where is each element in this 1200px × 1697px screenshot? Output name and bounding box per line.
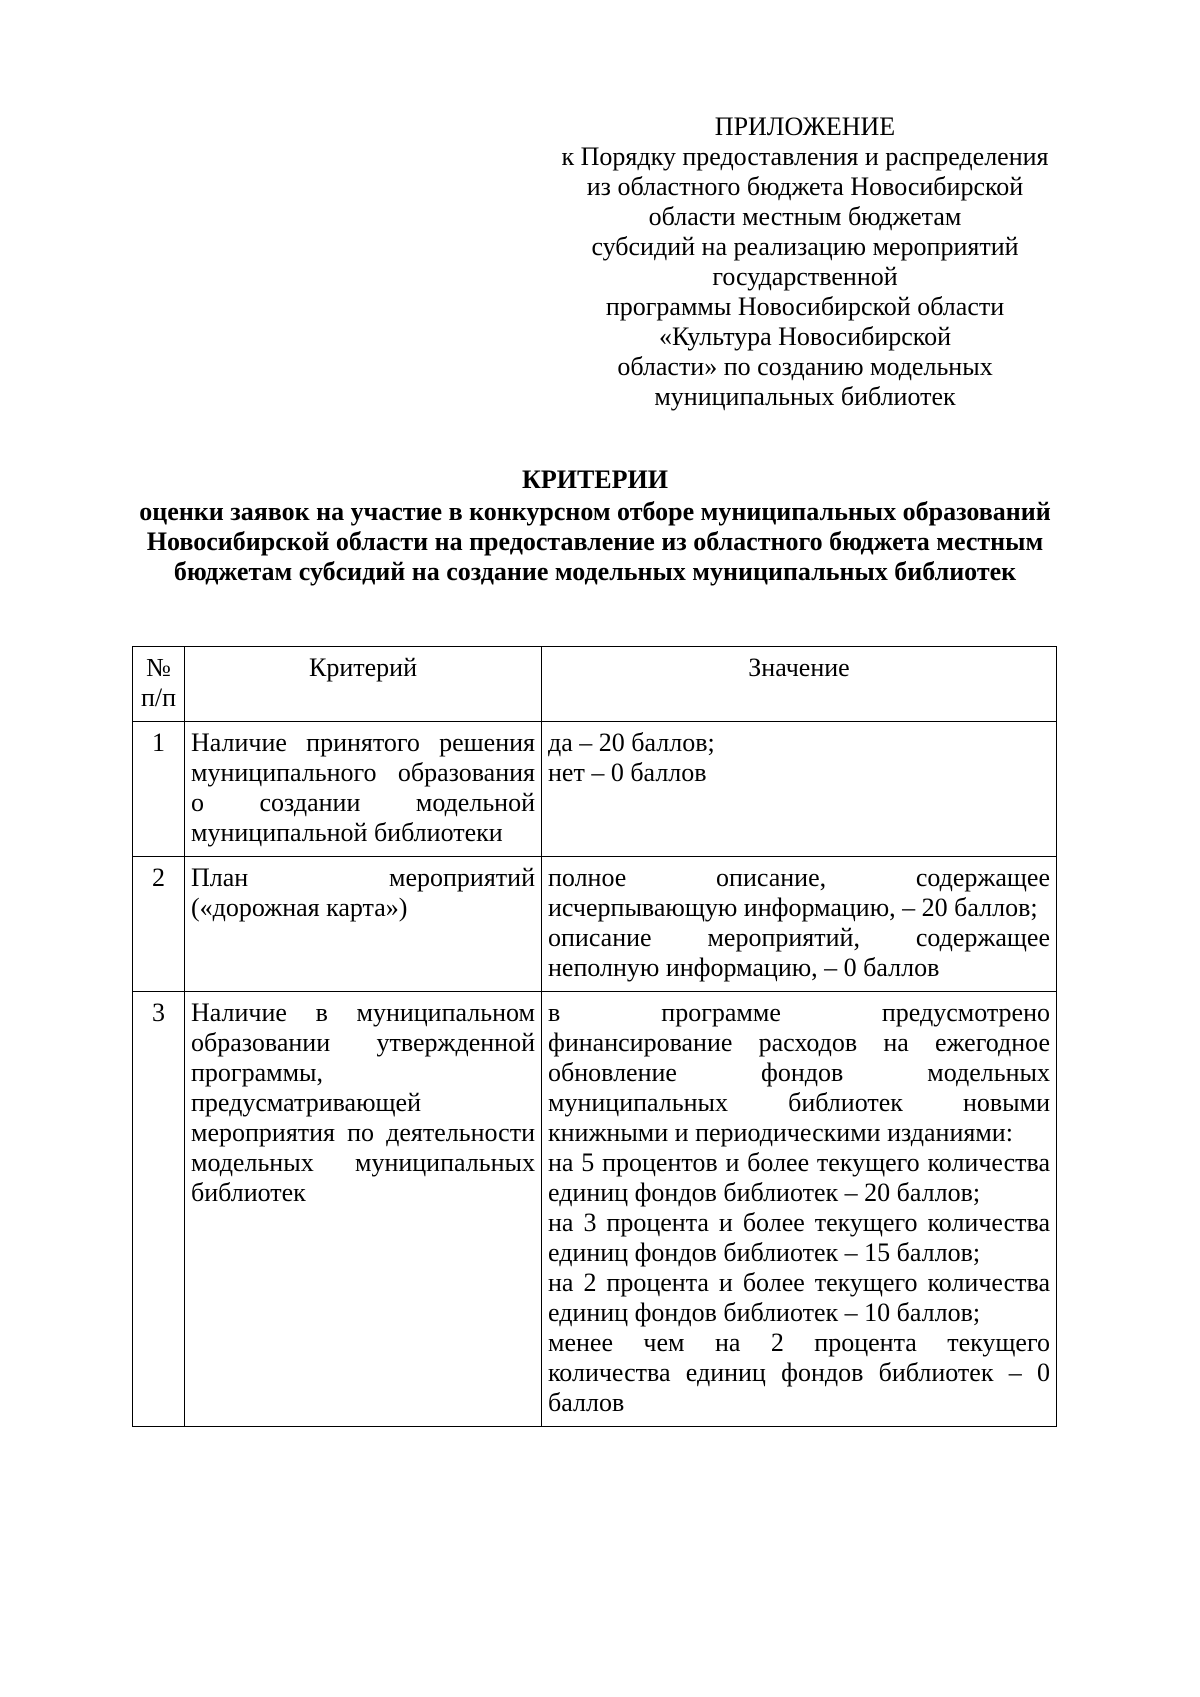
table-row [133, 992, 1057, 1427]
row-value [542, 722, 1057, 857]
value-line: на 2 процента и более текущего количества единиц фондов библиотек – 10 баллов; [548, 1268, 1050, 1327]
appendix-line: области местным бюджетам [648, 202, 962, 231]
table-row [133, 857, 1057, 992]
row-criterion: Наличие принятого решения муниципального образования о создании модельной муниципальной библиотеки [185, 722, 542, 857]
row-number: 3 [133, 992, 185, 1427]
value-line: полное описание, содержащее исчерпывающую информацию, – 20 баллов; [548, 863, 1050, 922]
row-value [542, 857, 1057, 992]
value-line: менее чем на 2 процента текущего количества единиц фондов библиотек – 0 баллов [548, 1328, 1050, 1417]
row-criterion: Наличие в муниципальном образовании утвержденной программы, предусматривающей мероприятия по деятельности модельных муниципальных библиотек [185, 992, 542, 1427]
appendix-line: области» по созданию модельных [617, 352, 993, 381]
heading-subtitle-line: оценки заявок на участие в конкурсном отборе муниципальных образований [139, 497, 1051, 526]
appendix-line: субсидий на реализацию мероприятий [591, 232, 1019, 261]
value-line: нет – 0 баллов [548, 758, 707, 787]
appendix-block [560, 112, 1050, 412]
appendix-line: муниципальных библиотек [654, 382, 956, 411]
heading-subtitle-line: бюджетам субсидий на создание модельных муниципальных библиотек [173, 557, 1017, 586]
header-value: Значение [542, 647, 1057, 722]
value-line: описание мероприятий, содержащее неполную информацию, – 0 баллов [548, 923, 1050, 982]
header-number: № п/п [133, 647, 185, 722]
row-value [542, 992, 1057, 1427]
value-line: да – 20 баллов; [548, 728, 715, 757]
value-line: на 5 процентов и более текущего количества единиц фондов библиотек – 20 баллов; [548, 1148, 1050, 1207]
appendix-line: ПРИЛОЖЕНИЕ [714, 112, 896, 141]
table-row [133, 722, 1057, 857]
appendix-line: «Культура Новосибирской [658, 322, 952, 351]
appendix-line: программы Новосибирской области [605, 292, 1005, 321]
value-line: на 3 процента и более текущего количества единиц фондов библиотек – 15 баллов; [548, 1208, 1050, 1267]
appendix-line: государственной [712, 262, 898, 291]
heading-title: КРИТЕРИИ [522, 465, 668, 494]
criteria-table [132, 646, 1057, 1427]
appendix-line: из областного бюджета Новосибирской [586, 172, 1024, 201]
header-criterion: Критерий [185, 647, 542, 722]
heading-subtitle-line: Новосибирской области на предоставление из областного бюджета местным [146, 527, 1044, 556]
appendix-line: к Порядку предоставления и распределения [561, 142, 1049, 171]
row-criterion: План мероприятий («дорожная карта») [185, 857, 542, 992]
table-header-row [133, 647, 1057, 722]
document-heading [0, 465, 1190, 587]
row-number: 2 [133, 857, 185, 992]
row-number: 1 [133, 722, 185, 857]
value-line: в программе предусмотрено финансирование расходов на ежегодное обновление фондов модельных муниципальных библиотек новыми книжными и периодическими изданиями: [548, 998, 1050, 1147]
